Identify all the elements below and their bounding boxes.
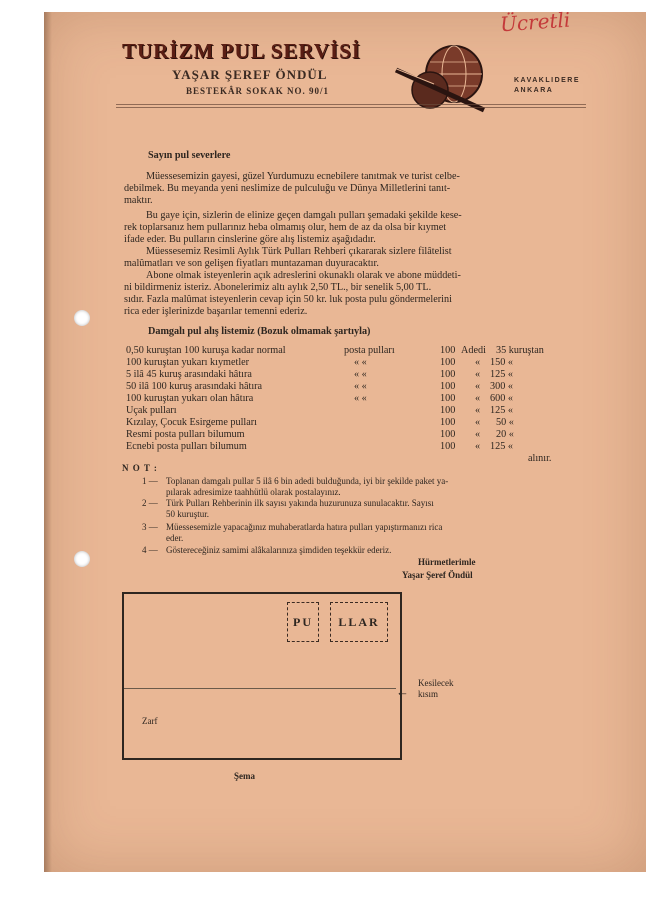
- note-number: 3 —: [142, 522, 158, 532]
- letter-line: malûmatları ve son gelişen fiyatları muntazaman duyuracaktır.: [124, 258, 379, 269]
- price-list-closing: alınır.: [528, 453, 552, 464]
- punch-hole-bottom: [74, 551, 90, 567]
- letter-line: Bu gaye için, sizlerin de elinize geçen damgalı pulları şemadaki şekilde kese-: [146, 210, 462, 221]
- handwritten-note: Ücretli: [499, 7, 572, 37]
- row-item: 0,50 kuruştan 100 kuruşa kadar normal: [126, 345, 286, 356]
- row-unit: «: [475, 381, 481, 392]
- note-number: 1 —: [142, 476, 158, 486]
- letter-line: rek toplarsanız hem pullarınız heba olmamış olur, hem de az da olsa bir kıymet: [124, 222, 447, 233]
- row-price: 20 «: [496, 429, 514, 440]
- stamp-right: LLAR: [330, 602, 388, 642]
- row-price: 125 «: [490, 441, 513, 452]
- row-type: « «: [354, 357, 367, 368]
- cut-line: [124, 688, 396, 689]
- letter-line: maktır.: [124, 195, 153, 206]
- arrow-left-icon: ←: [396, 684, 409, 699]
- row-qty: 100: [440, 441, 456, 452]
- letter-line: Müessesemiz Resimli Aylık Türk Pulları Rehberi çıkararak sizlere filâtelist: [146, 246, 452, 257]
- envelope-label: Zarf: [142, 716, 158, 726]
- row-qty: 100: [440, 417, 456, 428]
- row-item: 5 ilâ 45 kuruş arasındaki hâtıra: [126, 369, 252, 380]
- row-unit: «: [475, 369, 481, 380]
- row-price: 35 kuruştan: [496, 345, 544, 356]
- letter-line: debilmek. Bu meyanda yeni neslimize de pulculuğu ve Dünya Milletlerini tanıt-: [124, 183, 451, 194]
- row-price: 300 «: [490, 381, 513, 392]
- row-type: « «: [354, 381, 367, 392]
- letter-line: Abone olmak isteyenlerin açık adreslerini okunaklı olarak ve abone müddeti-: [146, 270, 461, 281]
- address-line: BESTEKÂR SOKAK NO. 90/1: [186, 86, 330, 96]
- row-item: Resmi posta pulları bilumum: [126, 429, 245, 440]
- row-price: 125 «: [490, 369, 513, 380]
- row-type: « «: [354, 369, 367, 380]
- row-qty: 100: [440, 345, 456, 356]
- note-line: eder.: [166, 533, 184, 543]
- row-qty: 100: [440, 405, 456, 416]
- note-line: pılarak adresimize taahhütlü olarak postalayınız.: [166, 487, 341, 497]
- district-label: KAVAKLIDERE: [514, 77, 581, 84]
- letter-line: sıdır. Fazla malûmat isteyenlerin cevap için 50 kr. luk posta pulu göndermelerini: [124, 294, 452, 305]
- row-price: 50 «: [496, 417, 514, 428]
- cut-label: Kesilecek: [418, 678, 454, 688]
- letterhead-divider: [116, 104, 586, 108]
- closing-phrase: Hürmetlerimle: [418, 557, 476, 567]
- cut-label: kısım: [418, 689, 439, 699]
- row-qty: 100: [440, 393, 456, 404]
- row-item: 100 kuruştan yukarı kıymetler: [126, 357, 250, 368]
- row-unit: «: [475, 393, 481, 404]
- row-qty: 100: [440, 357, 456, 368]
- paper-fold-shadow: [44, 12, 52, 872]
- row-type: « «: [354, 393, 367, 404]
- letter-line: ifade eder. Bu pulların cinslerine göre alış listemiz aşağıdadır.: [124, 234, 376, 245]
- note-line: Göstereceğiniz samimi alâkalarınıza şimdiden teşekkür ederiz.: [166, 545, 392, 555]
- row-price: 125 «: [490, 405, 513, 416]
- letter-line: rica eder işlerinizde başarılar temenni ederiz.: [124, 306, 308, 317]
- letter-line: Müessesemizin gayesi, güzel Yurdumuzu ecnebilere tanıtmak ve turist celbe-: [146, 171, 460, 182]
- row-unit: «: [475, 357, 481, 368]
- row-unit: «: [475, 405, 481, 416]
- row-qty: 100: [440, 369, 456, 380]
- row-item: Uçak pulları: [126, 405, 177, 416]
- note-number: 4 —: [142, 545, 158, 555]
- globe-logo-icon: [394, 40, 494, 120]
- note-line: Müessesemizle yapacağınız muhaberatlarda hatıra pulları yapıştırmanızı rica: [166, 522, 443, 532]
- diagram-caption: Şema: [234, 771, 255, 781]
- brand-title: TURİZM PUL SERVİSİ: [122, 39, 361, 63]
- price-list-title: Damgalı pul alış listemiz (Bozuk olmamak şartıyla): [148, 326, 371, 337]
- note-line: Türk Pulları Rehberinin ilk sayısı yakında huzurunuza sunulacaktır. Sayısı: [166, 498, 434, 508]
- signature-name: Yaşar Şeref Öndül: [402, 570, 473, 580]
- note-line: Toplanan damgalı pullar 5 ilâ 6 bin adedi bulduğunda, iyi bir şekilde paket ya-: [166, 476, 449, 486]
- stamp-left: PU: [287, 602, 319, 642]
- note-number: 2 —: [142, 498, 158, 508]
- row-qty: 100: [440, 381, 456, 392]
- greeting: Sayın pul severlere: [148, 150, 231, 161]
- row-item: Ecnebi posta pulları bilumum: [126, 441, 247, 452]
- row-item: Kızılay, Çocuk Esirgeme pulları: [126, 417, 257, 428]
- row-qty: 100: [440, 429, 456, 440]
- letter-line: ni bildirmeniz isteriz. Abonelerimiz altı aylık 2,50 TL., bir senelik 5,00 TL.: [124, 282, 432, 293]
- row-unit: «: [475, 417, 481, 428]
- owner-name: YAŞAR ŞEREF ÖNDÜL: [172, 67, 328, 82]
- notes-heading: N O T :: [122, 463, 158, 473]
- row-unit: Adedi: [461, 345, 486, 356]
- row-unit: «: [475, 429, 481, 440]
- punch-hole-top: [74, 310, 90, 326]
- note-line: 50 kuruştur.: [166, 509, 210, 519]
- row-type: posta pulları: [344, 345, 395, 356]
- row-price: 150 «: [490, 357, 513, 368]
- row-price: 600 «: [490, 393, 513, 404]
- city-label: ANKARA: [514, 87, 554, 94]
- row-item: 100 kuruştan yukarı olan hâtıra: [126, 393, 254, 404]
- row-item: 50 ilâ 100 kuruş arasındaki hâtıra: [126, 381, 263, 392]
- row-unit: «: [475, 441, 481, 452]
